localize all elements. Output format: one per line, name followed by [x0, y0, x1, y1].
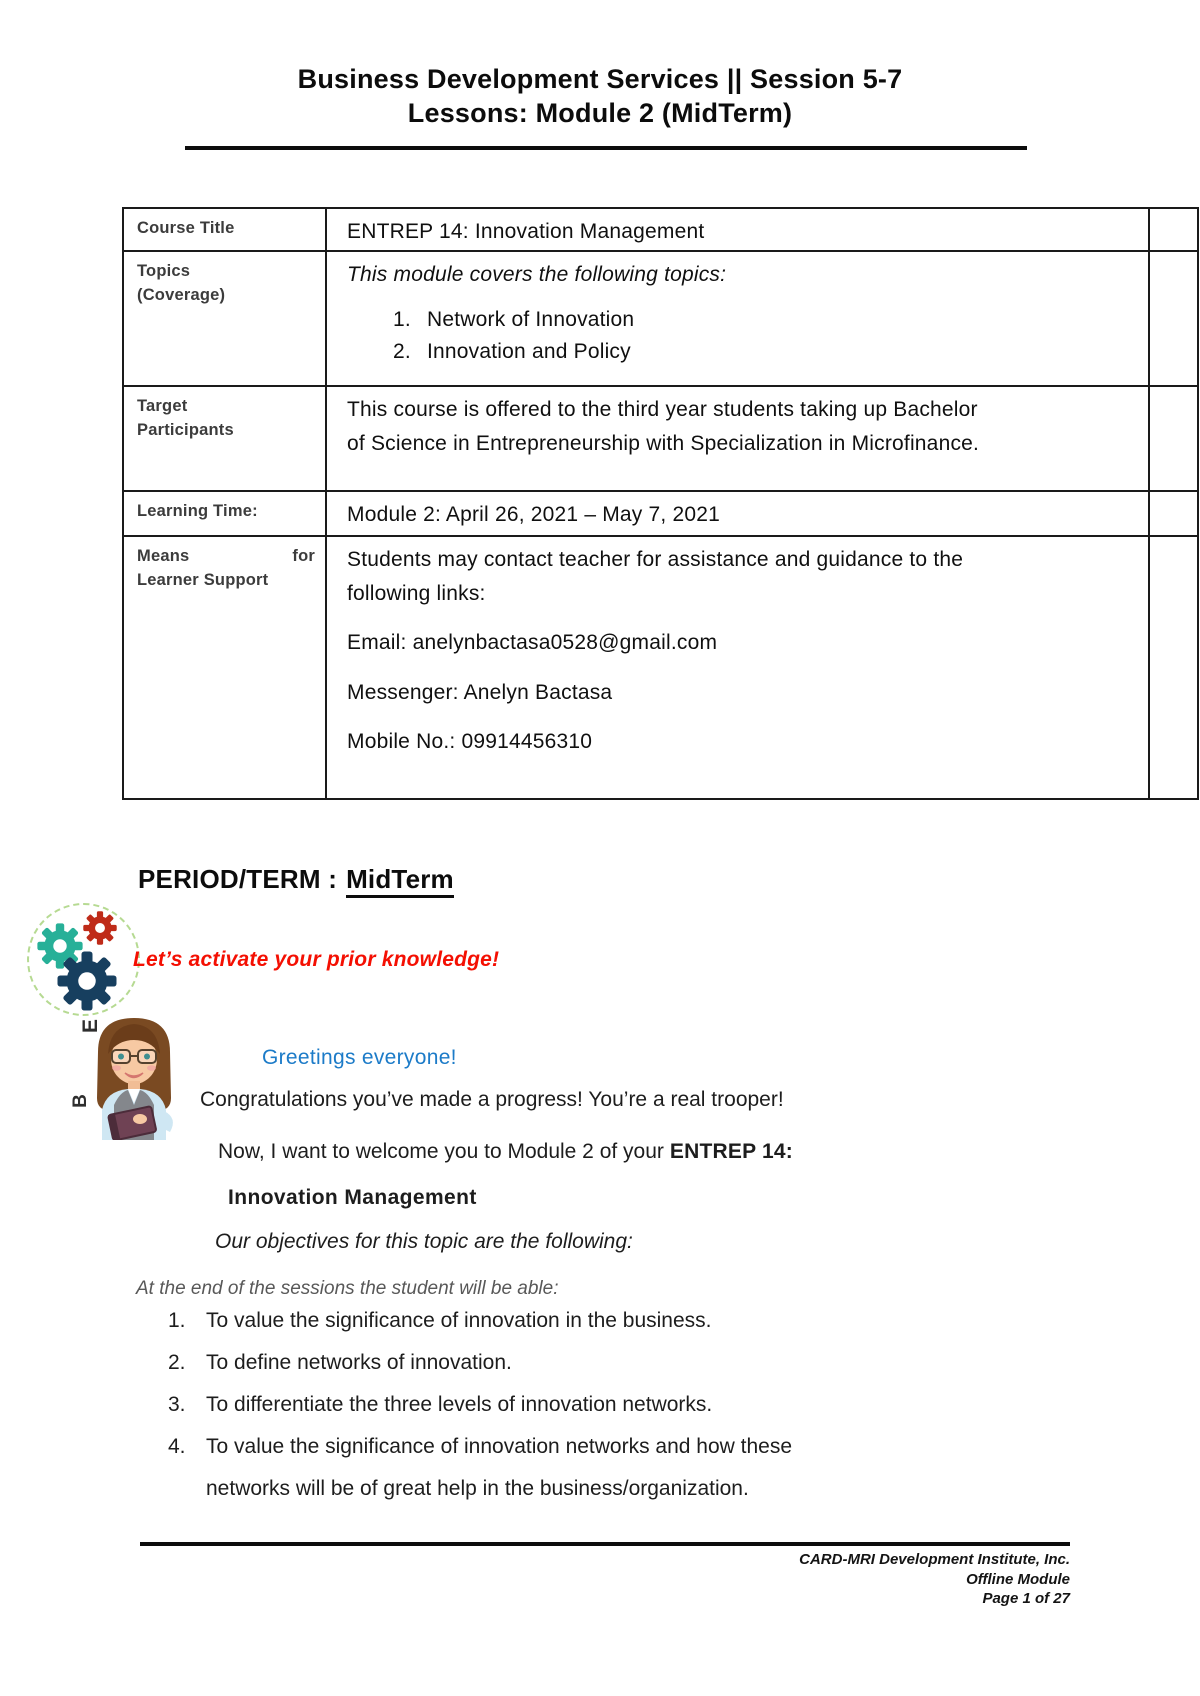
list-text: Innovation and Policy: [427, 339, 631, 363]
list-item: [393, 304, 1136, 336]
period-term-heading: [138, 864, 454, 895]
list-number: 1.: [393, 307, 411, 331]
objective-item: [168, 1384, 1028, 1426]
empty-cell: [1149, 386, 1198, 491]
support-mobile-text: Mobile No.: 09914456310: [347, 730, 593, 754]
footer: [799, 1550, 1070, 1609]
empty-cell: [1149, 251, 1198, 386]
table-row-learner-support: [123, 536, 1198, 799]
objective-number: 1.: [168, 1309, 186, 1332]
learning-time-value: Module 2: April 26, 2021 – May 7, 2021: [326, 491, 1149, 536]
learning-time-label: Learning Time:: [123, 491, 326, 536]
course-title-label: Course Title: [123, 208, 326, 251]
objective-number: 3.: [168, 1393, 186, 1416]
learner-support-label-line2: Learner Support: [137, 570, 269, 589]
objectives-subheading: At the end of the sessions the student will be able:: [136, 1278, 559, 1299]
topics-label-line1: Topics: [137, 262, 191, 280]
learner-support-intro: Students may contact teacher for assistance and guidance to the following links:: [347, 548, 964, 605]
topics-intro: This module covers the following topics:: [347, 263, 727, 286]
label-word-means: Means: [137, 547, 190, 565]
empty-cell: [1149, 208, 1198, 251]
gear-red-icon: [83, 911, 116, 944]
target-participants-text: This course is offered to the third year students taking up Bachelor of Science in Entrepreneurship with Specialization in Microfinance.: [347, 398, 980, 455]
objective-text: To define networks of innovation.: [206, 1351, 512, 1374]
footer-module-text: Offline Module: [966, 1570, 1070, 1588]
target-participants-label: [123, 386, 326, 491]
doc-title-line1: Business Development Services || Session 5-7: [297, 64, 903, 94]
welcome-prefix-text: Now, I want to welcome you to Module 2 of your: [218, 1140, 664, 1163]
activation-prompt-text: Let’s activate your prior knowledge!: [133, 948, 500, 971]
table-row-topics: [123, 251, 1198, 386]
objective-item: [168, 1300, 1028, 1342]
target-label-line1: Target: [137, 397, 188, 415]
objective-number: 2.: [168, 1351, 186, 1374]
topics-list: [347, 304, 1136, 368]
target-label-line2: Participants: [137, 420, 234, 439]
topics-label-line2: (Coverage): [137, 285, 226, 304]
support-email-text: Email: anelynbactasa0528@gmail.com: [347, 631, 718, 655]
empty-cell: [1149, 491, 1198, 536]
objectives-heading: Our objectives for this topic are the following:: [215, 1230, 633, 1253]
course-name-bold-text: Innovation Management: [228, 1186, 477, 1209]
footer-page-number: Page 1 of 27: [982, 1590, 1070, 1607]
doc-title-line2: Lessons: Module 2 (MidTerm): [407, 98, 793, 128]
course-info-table: [122, 207, 1199, 800]
target-participants-value: [326, 386, 1149, 491]
learner-support-label: [123, 536, 326, 799]
objectives-list: [168, 1300, 1028, 1510]
learner-support-label-line1: [137, 545, 317, 569]
period-term-value: MidTerm: [346, 864, 454, 898]
table-row-learning-time: [123, 491, 1198, 536]
rotated-letter-artifact: E: [79, 1018, 103, 1034]
objective-item: [168, 1426, 1028, 1510]
period-term-prefix: PERIOD/TERM :: [138, 864, 338, 894]
empty-cell: [1149, 536, 1198, 799]
support-messenger-text: Messenger: Anelyn Bactasa: [347, 680, 613, 704]
table-row-course-title: [123, 208, 1198, 251]
title-divider-rule: [185, 146, 1027, 150]
objective-text: To differentiate the three levels of innovation networks.: [206, 1393, 713, 1416]
course-title-value: ENTREP 14: Innovation Management: [326, 208, 1149, 251]
footer-divider-rule: [140, 1542, 1070, 1546]
gears-illustration: [27, 903, 140, 1016]
gears-icon: [29, 905, 138, 1014]
gear-navy-icon: [58, 952, 117, 1011]
topics-value: [326, 251, 1149, 386]
list-text: Network of Innovation: [427, 307, 635, 331]
list-item: [393, 336, 1136, 368]
teacher-avatar-image: [70, 1012, 198, 1140]
objective-text: To value the significance of innovation in the business.: [206, 1309, 712, 1332]
gear-teal-icon: [37, 923, 82, 968]
objective-text: To value the significance of innovation networks and how these networks will be of great help in the business/organization.: [206, 1435, 793, 1500]
table-row-target-participants: [123, 386, 1198, 491]
learner-support-value: [326, 536, 1149, 799]
course-code-bold-text: ENTREP 14:: [669, 1140, 793, 1163]
footer-institute-text: CARD-MRI Development Institute, Inc.: [799, 1551, 1070, 1568]
welcome-text: [218, 1140, 793, 1164]
label-word-for: for: [292, 547, 315, 565]
objective-item: [168, 1342, 1028, 1384]
list-number: 2.: [393, 339, 411, 363]
topics-label: [123, 251, 326, 386]
objective-number: 4.: [168, 1435, 186, 1458]
rotated-letter-artifact: B: [69, 1094, 91, 1108]
congratulations-text: Congratulations you’ve made a progress! You’re a real trooper!: [200, 1088, 784, 1111]
greetings-text: Greetings everyone!: [262, 1046, 457, 1069]
